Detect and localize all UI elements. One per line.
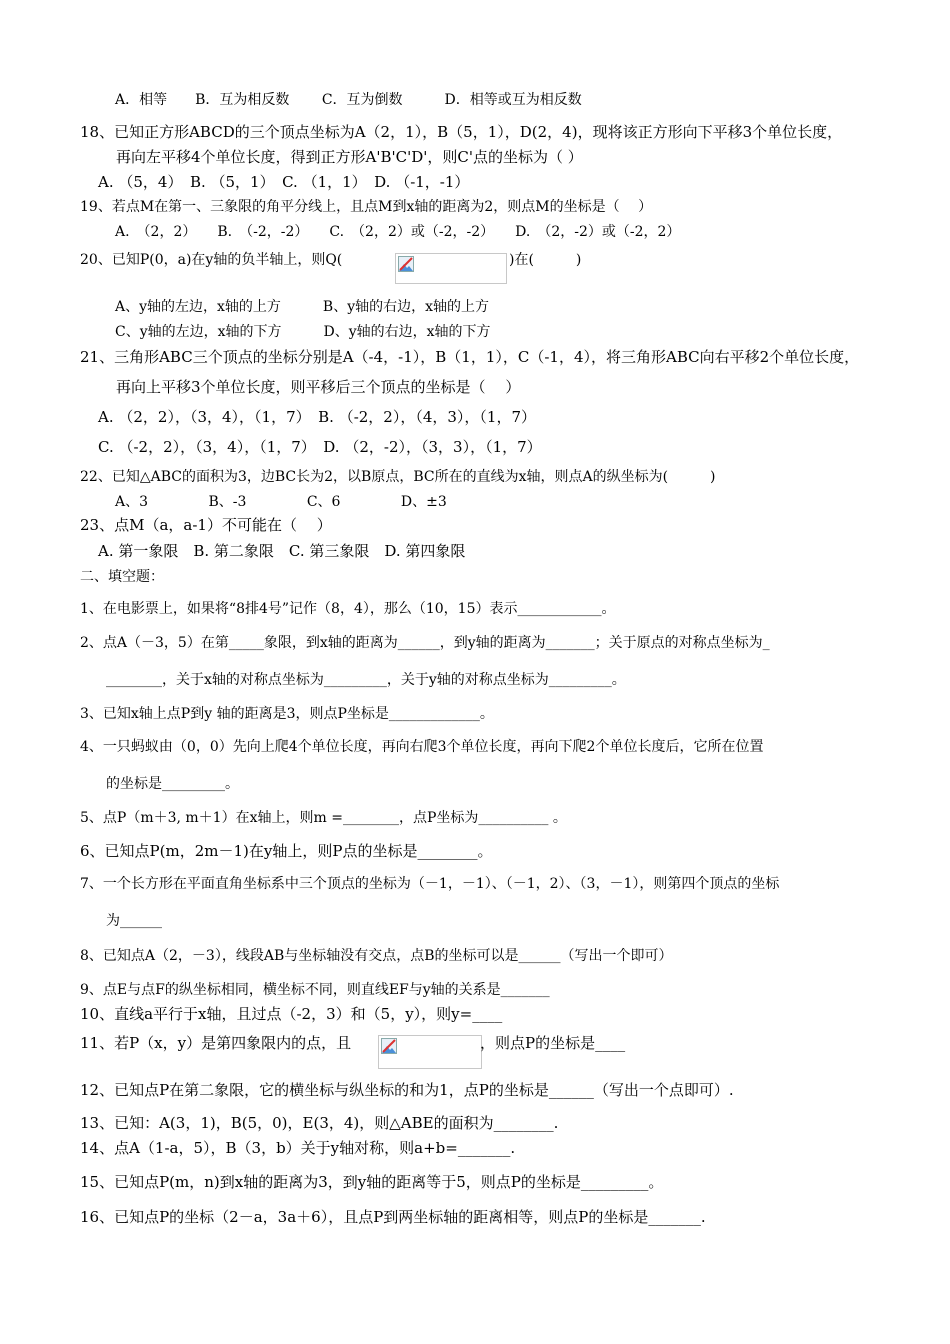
- q21-stem: 21、三角形ABC三个顶点的坐标分别是A（-4，-1），B（1，1），C（-1，4），将三角形ABC向右平移2个单位长度，: [80, 348, 860, 366]
- fill-q3: 3、已知x轴上点P到y 轴的距离是3，则点P坐标是_____________。: [80, 706, 494, 722]
- q19-options: A. （2，2） B. （-2，-2） C. （2，2）或（-2，-2） D. （2，-2）或（-2，2）: [115, 224, 681, 240]
- broken-image-icon: [381, 1038, 397, 1054]
- fill-q7-cont: 为______: [106, 913, 162, 929]
- q22-stem: 22、已知△ABC的面积为3，边BC长为2，以B原点，BC所在的直线为x轴，则点A的纵坐标为( ): [80, 469, 716, 485]
- fill-q2: 2、点A（－3，5）在第_____象限，到x轴的距离为______，到y轴的距离为_______；关于原点的对称点坐标为_: [80, 635, 770, 651]
- q23-stem: 23、点M（a，a-1）不可能在（ ）: [80, 516, 332, 534]
- q20-options-cd: C、y轴的左边，x轴的下方 D、y轴的右边，x轴的下方: [115, 324, 491, 340]
- q22-options: A、3 B、-3 C、6 D、±3: [115, 494, 447, 510]
- q18-options: A. （5，4） B. （5，1） C. （1，1） D. （-1，-1）: [98, 173, 470, 191]
- fill-q4-cont: 的坐标是_________。: [106, 776, 239, 792]
- q18-stem-cont: 再向左平移4个单位长度，得到正方形A'B'C'D'，则C'点的坐标为（ ）: [116, 148, 583, 166]
- fill-q9: 9、点E与点F的纵坐标相同，横坐标不同，则直线EF与y轴的关系是_______: [80, 982, 550, 998]
- formula-image-placeholder: [395, 253, 507, 284]
- fill-q2-cont: ________，关于x轴的对称点坐标为_________，关于y轴的对称点坐标为_________。: [106, 672, 626, 688]
- fill-q13: 13、已知：A(3，1)，B(5，0)，E(3，4)，则△ABE的面积为________.: [80, 1114, 559, 1132]
- fill-q16: 16、已知点P的坐标（2－a，3a＋6），且点P到两坐标轴的距离相等，则点P的坐标是_______.: [80, 1208, 706, 1226]
- q21-options-cd: C. （-2，2），（3，4），（1，7） D. （2，-2），（3，3），（1，7）: [98, 438, 542, 456]
- fill-q5: 5、点P（m＋3, m＋1）在x轴上，则m =________，点P坐标为__________ 。: [80, 810, 567, 826]
- q20-options-ab: A、y轴的左边，x轴的上方 B、y轴的右边，x轴的上方: [115, 299, 490, 315]
- broken-image-icon: [398, 256, 414, 272]
- fill-q11: 11、若P（x，y）是第四象限内的点，且: [80, 1034, 352, 1052]
- q20-stem-tail: )在( ): [509, 252, 582, 268]
- fill-q7: 7、一个长方形在平面直角坐标系中三个顶点的坐标为（－1，－1）、（－1，2）、（3，－1），则第四个顶点的坐标: [80, 876, 780, 892]
- section-heading-fill-blank: 二、填空题：: [80, 569, 164, 585]
- q21-options-ab: A. （2，2），（3，4），（1，7） B. （-2，2），（4，3），（1，7）: [98, 408, 537, 426]
- q21-stem-cont: 再向上平移3个单位长度，则平移后三个顶点的坐标是（ ）: [116, 378, 521, 396]
- q17-options: A．相等 B．互为相反数 C．互为倒数 D．相等或互为相反数: [115, 92, 582, 108]
- fill-q10: 10、直线a平行于x轴，且过点（-2，3）和（5，y），则y=____: [80, 1005, 503, 1023]
- fill-q8: 8、已知点A（2，－3），线段AB与坐标轴没有交点，点B的坐标可以是______（写出一个即可）: [80, 948, 673, 964]
- fill-q11-tail: ，则点P的坐标是____: [480, 1034, 626, 1052]
- q19-stem: 19、若点M在第一、三象限的角平分线上，且点M到x轴的距离为2，则点M的坐标是（ ）: [80, 199, 653, 215]
- fill-q1: 1、在电影票上，如果将“8排4号”记作（8，4），那么（10，15）表示____________。: [80, 601, 616, 617]
- fill-q14: 14、点A（1-a，5），B（3，b）关于y轴对称，则a+b=_______.: [80, 1139, 516, 1157]
- q18-stem: 18、已知正方形ABCD的三个顶点坐标为A（2，1），B（5，1），D(2，4)，现将该正方形向下平移3个单位长度，: [80, 123, 843, 141]
- formula-image-placeholder-2: [378, 1035, 482, 1069]
- q20-stem: 20、已知P(0，a)在y轴的负半轴上，则Q(: [80, 252, 343, 268]
- fill-q15: 15、已知点P(m，n)到x轴的距离为3，到y轴的距离等于5，则点P的坐标是_________。: [80, 1173, 664, 1191]
- fill-q12: 12、已知点P在第二象限，它的横坐标与纵坐标的和为1，点P的坐标是______（写出一个点即可）.: [80, 1081, 734, 1099]
- fill-q6: 6、已知点P(m，2m－1)在y轴上，则P点的坐标是________。: [80, 842, 493, 860]
- q23-options: A. 第一象限 B. 第二象限 C. 第三象限 D. 第四象限: [98, 542, 466, 560]
- fill-q4: 4、一只蚂蚁由（0，0）先向上爬4个单位长度，再向右爬3个单位长度，再向下爬2个单位长度后，它所在位置: [80, 739, 764, 755]
